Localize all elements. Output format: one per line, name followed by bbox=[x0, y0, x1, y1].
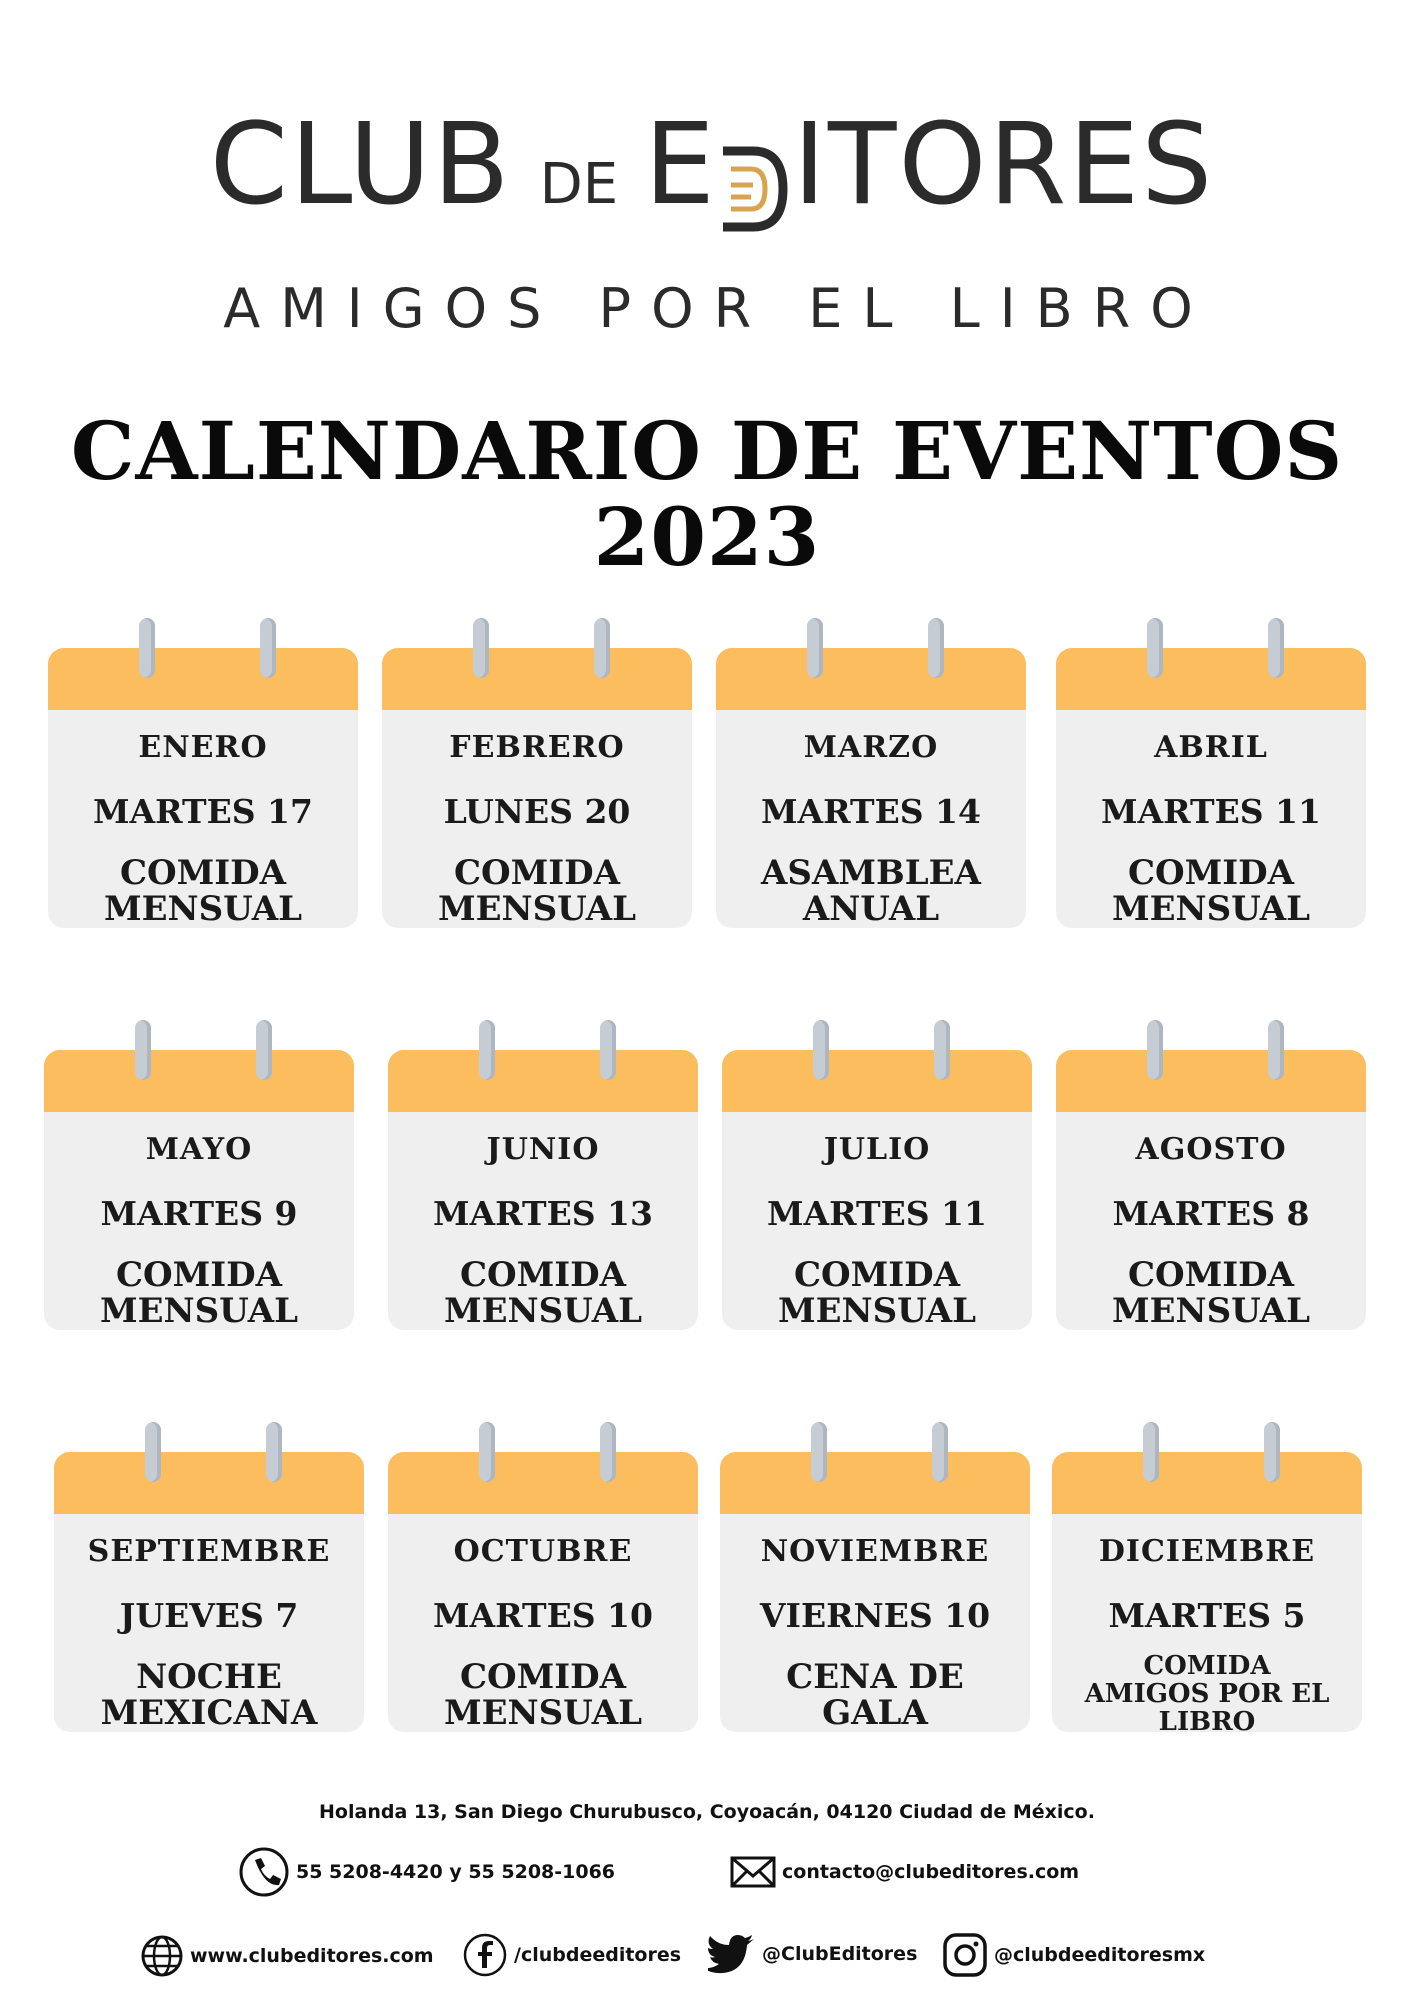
twitter-bird-icon bbox=[708, 1934, 756, 1974]
calendar-card bbox=[44, 1020, 354, 1330]
event-name bbox=[722, 1257, 1032, 1329]
event-month: JUNIO bbox=[486, 1132, 600, 1167]
calendar-ring-icon bbox=[813, 1020, 829, 1080]
calendar-ring-icon bbox=[807, 618, 823, 678]
event-line1: NOCHE bbox=[136, 1657, 282, 1697]
calendar-content bbox=[44, 1112, 354, 1330]
calendar-ring-icon bbox=[600, 1422, 616, 1482]
calendar-card bbox=[388, 1020, 698, 1330]
calendar-ring-icon bbox=[260, 618, 276, 678]
calendar-ring-icon bbox=[266, 1422, 282, 1482]
event-month: OCTUBRE bbox=[453, 1534, 633, 1569]
title-year: 2023 bbox=[593, 490, 821, 584]
calendar-ring-icon bbox=[1147, 618, 1163, 678]
event-name bbox=[388, 1659, 698, 1731]
facebook-text: /clubdeeditores bbox=[514, 1944, 682, 1966]
calendar-ring-icon bbox=[600, 1020, 616, 1080]
event-day: MARTES 9 bbox=[100, 1194, 298, 1233]
page-title bbox=[0, 404, 1414, 584]
event-line2: MENSUAL bbox=[443, 1693, 643, 1733]
event-month: FEBRERO bbox=[449, 730, 625, 765]
calendar-header-band bbox=[716, 648, 1026, 710]
event-month: MARZO bbox=[803, 730, 939, 765]
event-line1: CENA DE bbox=[786, 1657, 964, 1697]
event-line1: COMIDA bbox=[453, 853, 621, 893]
logo-club: CLUB bbox=[209, 100, 512, 230]
calendar-ring-icon bbox=[932, 1422, 948, 1482]
calendar-header-band bbox=[1056, 648, 1366, 710]
event-name bbox=[716, 855, 1026, 927]
calendar-header-band bbox=[722, 1050, 1032, 1112]
calendar-ring-icon bbox=[928, 618, 944, 678]
calendar-ring-icon bbox=[1268, 618, 1284, 678]
event-line2: MENSUAL bbox=[443, 1291, 643, 1331]
event-line2: MENSUAL bbox=[1111, 889, 1311, 929]
address: Holanda 13, San Diego Churubusco, Coyoacán, 04120 Ciudad de México. bbox=[319, 1801, 1095, 1823]
event-line2: GALA bbox=[822, 1693, 928, 1733]
calendar-header-band bbox=[44, 1050, 354, 1112]
event-month: MAYO bbox=[145, 1132, 253, 1167]
event-line2: ANUAL bbox=[802, 889, 940, 929]
event-name bbox=[1056, 1257, 1366, 1329]
event-name bbox=[44, 1257, 354, 1329]
calendar-ring-icon bbox=[135, 1020, 151, 1080]
event-month: NOVIEMBRE bbox=[760, 1534, 990, 1569]
event-line1: COMIDA bbox=[459, 1255, 627, 1295]
calendar-content bbox=[382, 710, 692, 928]
logo-wordmark bbox=[0, 100, 1414, 245]
event-month: ABRIL bbox=[1154, 730, 1268, 765]
instagram-text: @clubdeeditoresmx bbox=[994, 1944, 1206, 1966]
calendar-card bbox=[1056, 618, 1366, 928]
event-month: AGOSTO bbox=[1135, 1132, 1287, 1167]
event-day: MARTES 11 bbox=[767, 1194, 987, 1233]
calendar-header-band bbox=[48, 648, 358, 710]
envelope-icon bbox=[730, 1856, 776, 1888]
calendar-header-band bbox=[720, 1452, 1030, 1514]
calendar-ring-icon bbox=[934, 1020, 950, 1080]
calendar-content bbox=[1056, 1112, 1366, 1330]
event-line3: LIBRO bbox=[1158, 1707, 1256, 1737]
event-day: MARTES 14 bbox=[761, 792, 981, 831]
website-text: www.clubeditores.com bbox=[190, 1945, 434, 1967]
event-day: MARTES 17 bbox=[93, 792, 313, 831]
event-name bbox=[382, 855, 692, 927]
event-line2: MENSUAL bbox=[1111, 1291, 1311, 1331]
phone-icon bbox=[238, 1846, 290, 1898]
calendar-content bbox=[54, 1514, 364, 1732]
calendar-card bbox=[716, 618, 1026, 928]
event-month: DICIEMBRE bbox=[1098, 1534, 1316, 1569]
calendar-card bbox=[1056, 1020, 1366, 1330]
calendar-content bbox=[1056, 710, 1366, 928]
calendar-ring-icon bbox=[479, 1422, 495, 1482]
instagram-contact[interactable] bbox=[942, 1932, 1205, 1978]
calendar-card bbox=[388, 1422, 698, 1732]
event-line2: MENSUAL bbox=[777, 1291, 977, 1331]
event-day: MARTES 10 bbox=[433, 1596, 653, 1635]
logo-de: DE bbox=[539, 152, 619, 217]
event-name bbox=[720, 1659, 1030, 1731]
calendar-content bbox=[720, 1514, 1030, 1732]
event-day: JUEVES 7 bbox=[119, 1596, 299, 1635]
book-pages-icon bbox=[717, 135, 789, 223]
event-line1: COMIDA bbox=[1127, 853, 1295, 893]
calendar-ring-icon bbox=[1143, 1422, 1159, 1482]
calendar-card bbox=[48, 618, 358, 928]
calendar-header-band bbox=[388, 1050, 698, 1112]
globe-icon bbox=[140, 1934, 184, 1978]
event-line1: COMIDA bbox=[119, 853, 287, 893]
phone-contact[interactable] bbox=[238, 1846, 615, 1898]
event-month: JULIO bbox=[823, 1132, 931, 1167]
calendar-content bbox=[48, 710, 358, 928]
event-name bbox=[388, 1257, 698, 1329]
event-line2: MENSUAL bbox=[103, 889, 303, 929]
event-line1: ASAMBLEA bbox=[761, 853, 981, 893]
email-text: contacto@clubeditores.com bbox=[782, 1861, 1080, 1883]
phone-text: 55 5208-4420 y 55 5208-1066 bbox=[296, 1861, 616, 1883]
logo-editores-rest: ITORES bbox=[792, 100, 1215, 230]
calendar-ring-icon bbox=[256, 1020, 272, 1080]
event-line1: COMIDA bbox=[115, 1255, 283, 1295]
calendar-ring-icon bbox=[473, 618, 489, 678]
calendar-header-band bbox=[54, 1452, 364, 1514]
title-line1: CALENDARIO DE EVENTOS bbox=[70, 404, 1344, 498]
calendar-card bbox=[54, 1422, 364, 1732]
event-line1: COMIDA bbox=[793, 1255, 961, 1295]
facebook-contact[interactable] bbox=[462, 1932, 681, 1978]
event-name bbox=[1056, 855, 1366, 927]
calendar-card bbox=[720, 1422, 1030, 1732]
event-line2: MENSUAL bbox=[99, 1291, 299, 1331]
twitter-text: @ClubEditores bbox=[762, 1943, 918, 1965]
event-name bbox=[48, 855, 358, 927]
twitter-contact[interactable] bbox=[708, 1934, 917, 1974]
calendar-ring-icon bbox=[1268, 1020, 1284, 1080]
calendar-header-band bbox=[388, 1452, 698, 1514]
event-day: MARTES 5 bbox=[1108, 1596, 1306, 1635]
logo bbox=[0, 100, 1414, 340]
calendar-ring-icon bbox=[145, 1422, 161, 1482]
facebook-icon bbox=[462, 1932, 508, 1978]
event-name bbox=[54, 1659, 364, 1731]
event-name bbox=[1052, 1652, 1362, 1736]
calendar-content bbox=[716, 710, 1026, 928]
calendar-header-band bbox=[1056, 1050, 1366, 1112]
website-contact[interactable] bbox=[140, 1934, 434, 1978]
event-line1: COMIDA bbox=[1143, 1651, 1271, 1681]
calendar-content bbox=[388, 1112, 698, 1330]
calendar-header-band bbox=[382, 648, 692, 710]
calendar-ring-icon bbox=[1147, 1020, 1163, 1080]
event-line2: AMIGOS POR EL bbox=[1084, 1679, 1330, 1709]
calendar-ring-icon bbox=[811, 1422, 827, 1482]
calendar-header-band bbox=[1052, 1452, 1362, 1514]
event-month: SEPTIEMBRE bbox=[87, 1534, 331, 1569]
logo-tagline: AMIGOS POR EL LIBRO bbox=[223, 277, 1213, 340]
event-line2: MEXICANA bbox=[100, 1693, 318, 1733]
event-line2: MENSUAL bbox=[437, 889, 637, 929]
event-day: MARTES 13 bbox=[433, 1194, 653, 1233]
event-day: LUNES 20 bbox=[443, 792, 631, 831]
calendar-content bbox=[388, 1514, 698, 1732]
event-line1: COMIDA bbox=[459, 1657, 627, 1697]
calendar-card bbox=[382, 618, 692, 928]
calendar-ring-icon bbox=[1264, 1422, 1280, 1482]
event-day: MARTES 11 bbox=[1101, 792, 1321, 831]
calendar-content bbox=[1052, 1514, 1362, 1737]
calendar-card bbox=[722, 1020, 1032, 1330]
instagram-icon bbox=[942, 1932, 988, 1978]
calendar-card bbox=[1052, 1422, 1362, 1737]
event-day: MARTES 8 bbox=[1112, 1194, 1310, 1233]
event-month: ENERO bbox=[138, 730, 268, 765]
calendar-ring-icon bbox=[139, 618, 155, 678]
email-contact[interactable] bbox=[730, 1856, 1079, 1888]
calendar-content bbox=[722, 1112, 1032, 1330]
calendar-ring-icon bbox=[594, 618, 610, 678]
logo-e-letter: E bbox=[644, 100, 717, 230]
event-day: VIERNES 10 bbox=[759, 1596, 991, 1635]
calendar-ring-icon bbox=[479, 1020, 495, 1080]
event-line1: COMIDA bbox=[1127, 1255, 1295, 1295]
